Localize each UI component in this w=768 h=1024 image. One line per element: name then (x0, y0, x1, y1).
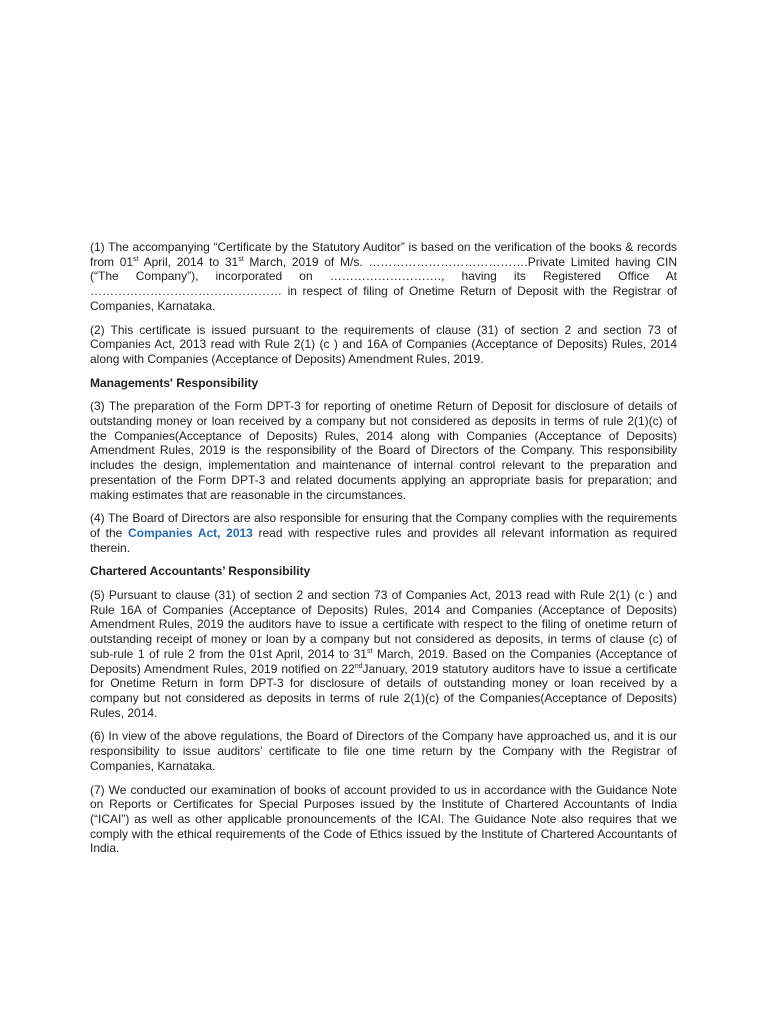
paragraph-5-text-b: March, 2019. Based on the Companies (Acceptance of Deposits) Amendment Rules, 2019 notified on 22 (90, 646, 678, 676)
ordinal-suffix: nd (354, 662, 363, 670)
paragraph-1-text-b: April, 2014 to 31 (138, 254, 239, 269)
paragraph-1-text-c: March, 2019 of M/s. ………………………………….Private Limited having CIN (“The Company”), incorporated on ………………………., having its Registered Office At ………………………………………… in respect of filing of Onetime Return of Deposit with the Registrar of Companies, Karnataka. (90, 254, 677, 313)
paragraph-2: (2) This certificate is issued pursuant to the requirements of clause (31) of section 2 and section 73 of Companies Act, 2013 read with Rule 2(1) (c ) and 16A of Companies (Acceptance of Deposits) Rules, 2014 along with Companies (Acceptance of Deposits) Amendment Rules, 2019. (90, 322, 677, 366)
paragraph-5-text-a: (5) Pursuant to clause (31) of section 2 and section 73 of Companies Act, 2013 read with Rule 2(1) (c ) and Rule 16A of Companies (Acceptance of Deposits) Rules, 2014 and Companies (Acceptance of Deposits) Amendment Rules, 2019 the auditors have to issue a certificate with respect to the filing of onetime return of outstanding receipt of money or loan by a company but not considered as deposits, in terms of clause (c) of sub-rule 1 of rule 2 from the 01st April, 2014 to 31 (90, 588, 677, 661)
paragraph-7: (7) We conducted our examination of books of account provided to us in accordance with the Guidance Note on Reports or Certificates for Special Purposes issued by the Institute of Chartered Accountants of India (“ICAI”) as well as other applicable pronouncements of the ICAI. The Guidance Note also requires that we comply with the ethical requirements of the Code of Ethics issued by the Institute of Chartered Accountants of India. (90, 782, 677, 856)
paragraph-5-text-c: January, 2019 statutory auditors have to issue a certificate for Onetime Return in form DPT-3 for disclosure of details of outstanding money or loan received by a company but not considered as deposits in terms of rule 2(1)(c) of the Companies(Acceptance of Deposits) Rules, 2014. (90, 661, 678, 720)
paragraph-5 (90, 588, 677, 720)
document-body (90, 240, 677, 865)
paragraph-6: (6) In view of the above regulations, the Board of Directors of the Company have approached us, and it is our responsibility to issue auditors’ certificate to file one time return by the Company with the Registrar of Companies, Karnataka. (90, 729, 677, 773)
section-heading-management: Managements' Responsibility (90, 375, 259, 390)
ordinal-suffix: st (238, 255, 244, 263)
paragraph-4-text-a: (4) The Board of Directors are also responsible for ensuring that the Company complies with the requirements of the (90, 511, 677, 540)
ordinal-suffix: st (366, 647, 373, 655)
section-heading-chartered-accountants: Chartered Accountants’ Responsibility (90, 564, 311, 579)
paragraph-3: (3) The preparation of the Form DPT-3 for reporting of onetime Return of Deposit for disclosure of details of outstanding money or loan received by a company but not considered as deposits in terms of rule 2(1)(c) of the Companies(Acceptance of Deposits) Rules, 2014 along with Companies (Acceptance of Deposits) Amendment Rules, 2019 is the responsibility of the Board of Directors of the Company. This responsibility includes the design, implementation and maintenance of internal control relevant to the preparation and presentation of the Form DPT-3 and related documents applying an appropriate basis for preparation; and making estimates that are reasonable in the circumstances. (90, 399, 677, 502)
paragraph-1 (90, 240, 677, 314)
companies-act-link[interactable]: Companies Act, 2013 (127, 525, 253, 540)
paragraph-1-text-a: (1) The accompanying “Certificate by the Statutory Auditor” is based on the verification of the books & records from 01 (90, 240, 677, 269)
paragraph-4-text-b: read with respective rules and provides all relevant information as required therein. (90, 525, 678, 555)
ordinal-suffix: st (133, 255, 139, 263)
paragraph-4 (90, 511, 677, 555)
